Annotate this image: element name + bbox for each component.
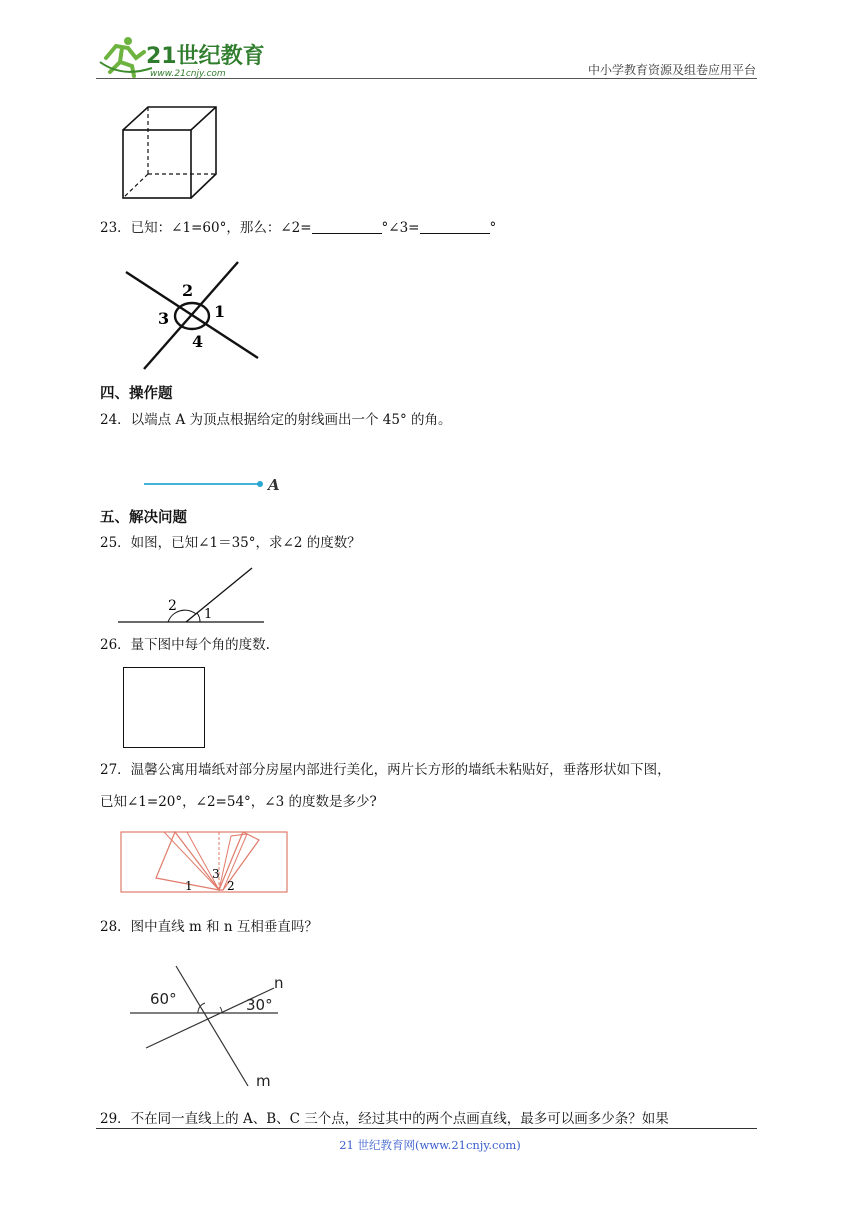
logo-text: 21世纪教育 <box>146 44 265 69</box>
cube-figure <box>118 104 222 206</box>
point-label-a: A <box>268 476 280 494</box>
angle-label-3: 3 <box>212 867 220 881</box>
logo-url: www.21cnjy.com <box>150 69 226 79</box>
question-28: 28．图中直线 m 和 n 互相垂直吗？ <box>100 919 318 935</box>
angle-label-4: 4 <box>192 332 204 351</box>
section-4-title: 四、操作题 <box>100 386 173 402</box>
square-figure <box>123 667 205 748</box>
question-27-line-2: 已知∠1=20°，∠2=54°，∠3 的度数是多少? <box>100 794 377 810</box>
runner-logo-icon <box>100 37 152 76</box>
question-29: 29．不在同一直线上的 A、B、C 三个点，经过其中的两个点画直线，最多可以画多少条？如果 <box>100 1111 669 1127</box>
question-26: 26．量下图中每个角的度数. <box>100 637 270 653</box>
ray-figure <box>142 473 287 499</box>
angle-label-3: 3 <box>158 309 170 328</box>
wallpaper-figure <box>119 830 289 898</box>
line-label-m: m <box>256 1072 271 1090</box>
question-23-prefix: 23．已知：∠1=60°，那么：∠2= <box>100 220 312 236</box>
site-logo <box>92 32 267 80</box>
angle-label-1: 1 <box>185 879 193 893</box>
question-25: 25．如图，已知∠1＝35°，求∠2 的度数？ <box>100 535 361 551</box>
answer-blank-angle-2[interactable] <box>312 219 382 234</box>
header-divider <box>96 78 757 79</box>
angle-label-2: 2 <box>182 281 194 300</box>
intersecting-lines-figure <box>118 258 263 377</box>
angle-label-2: 2 <box>227 879 235 893</box>
angle-label-60: 60° <box>150 990 177 1008</box>
perpendicular-lines-figure <box>128 960 288 1094</box>
answer-blank-angle-3[interactable] <box>420 219 490 234</box>
question-23 <box>100 218 496 238</box>
platform-name: 中小学教育资源及组卷应用平台 <box>587 63 756 77</box>
section-5-title: 五、解决问题 <box>100 510 187 526</box>
line-label-n: n <box>274 974 284 992</box>
angle-figure-25 <box>116 562 266 628</box>
footer-text[interactable]: 21 世纪教育网(www.21cnjy.com) <box>339 1138 521 1152</box>
question-23-suffix: ° <box>489 220 497 236</box>
angle-label-2: 2 <box>168 598 177 614</box>
question-23-mid: °∠3= <box>381 220 420 236</box>
angle-label-30: 30° <box>246 996 273 1014</box>
footer-divider <box>96 1128 757 1129</box>
angle-label-1: 1 <box>204 607 213 622</box>
angle-label-1: 1 <box>214 302 226 321</box>
question-24: 24．以端点 A 为顶点根据给定的射线画出一个 45° 的角。 <box>100 412 452 428</box>
question-27-line-1: 27．温馨公寓用墙纸对部分房屋内部进行美化，两片长方形的墙纸未粘贴好，垂落形状如下图， <box>100 762 671 778</box>
